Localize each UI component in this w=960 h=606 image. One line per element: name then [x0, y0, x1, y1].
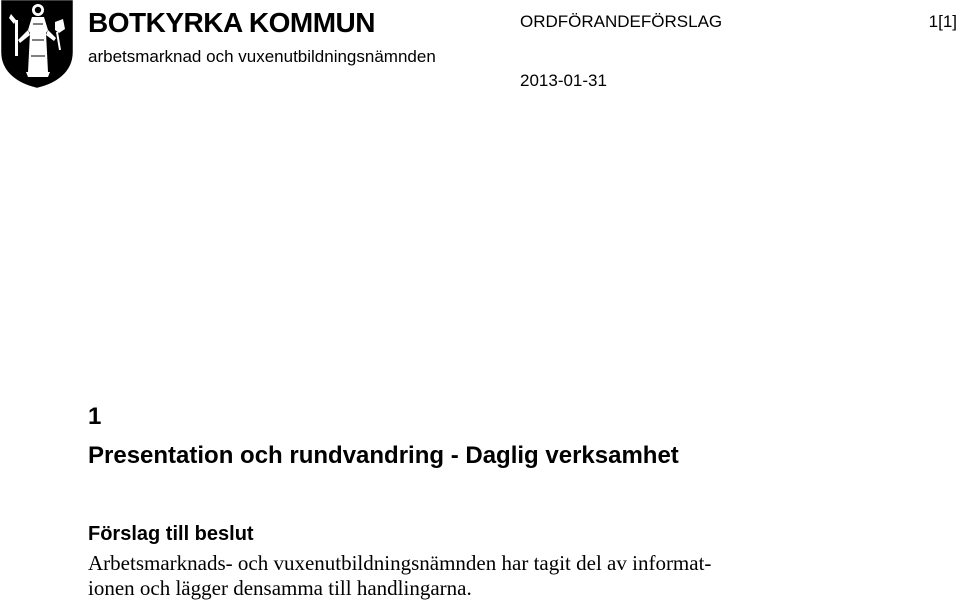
proposal-text-line: ionen och lägger densamma till handlingarna.	[88, 576, 472, 600]
item-number: 1	[88, 403, 102, 430]
department-name: arbetsmarknad och vuxenutbildningsnämnden	[88, 47, 436, 66]
coat-of-arms-icon	[0, 0, 74, 88]
page-indicator: 1[1]	[928, 12, 957, 31]
proposal-heading: Förslag till beslut	[88, 523, 254, 545]
proposal-text	[88, 551, 948, 601]
document-type: ORDFÖRANDEFÖRSLAG	[520, 12, 723, 31]
item-title: Presentation och rundvandring - Daglig verksamhet	[88, 442, 679, 469]
organization-name: BOTKYRKA KOMMUN	[88, 7, 375, 38]
document-date: 2013-01-31	[520, 71, 607, 90]
proposal-text-line: Arbetsmarknads- och vuxenutbildningsnämnden har tagit del av informat-	[88, 551, 712, 575]
